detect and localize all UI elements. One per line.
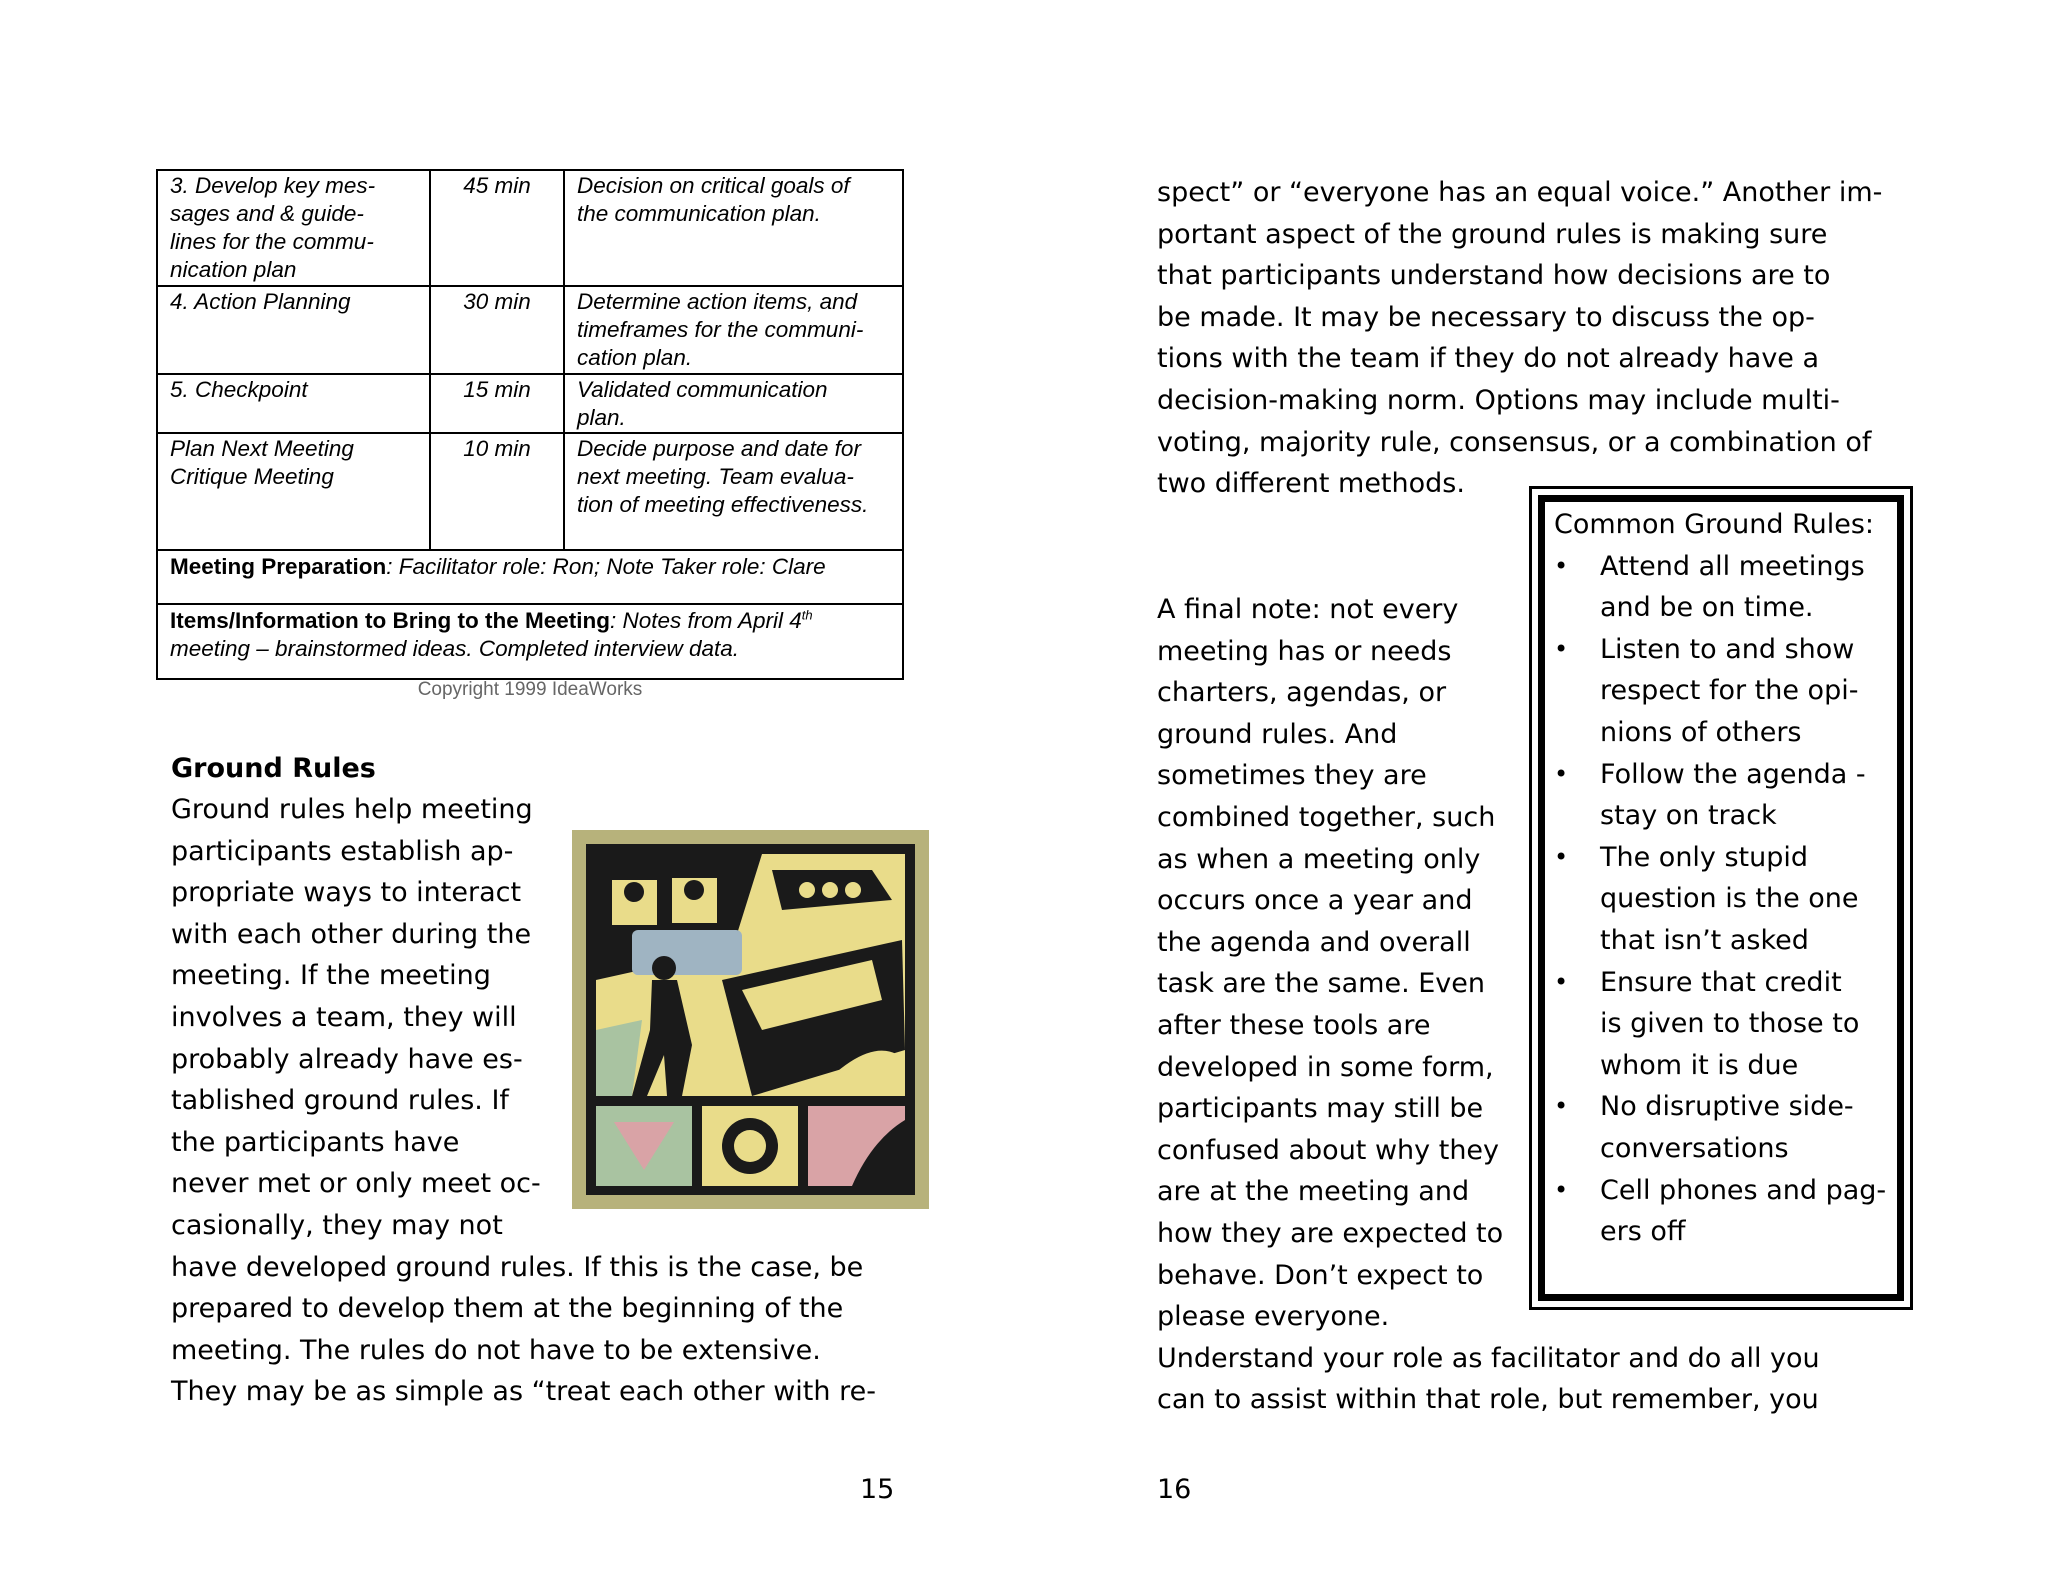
paragraph-line: behave. Don’t expect to [1157, 1259, 1484, 1291]
rule-line: Ensure that credit [1600, 966, 1842, 998]
illustration-light [845, 882, 861, 898]
page-number-right: 16 [1157, 1474, 1192, 1505]
common-ground-rules-box [1529, 486, 1913, 1310]
paragraph-line: the agenda and overall [1157, 926, 1471, 958]
paragraph-line: please everyone. [1157, 1301, 1390, 1333]
agenda-outcome: Decision on critical goals of the communication plan. [564, 170, 903, 286]
meeting-preparation-text: : Facilitator role: Ron; Note Taker role: Clare [386, 554, 826, 579]
rule-line: whom it is due [1600, 1049, 1799, 1081]
bullet-icon: • [1554, 842, 1569, 871]
agenda-row [157, 170, 903, 286]
agenda-topic: 3. Develop key mes- sages and & guide- lines for the commu- nication plan [157, 170, 430, 286]
rule-line: ers off [1600, 1216, 1686, 1248]
rule-item [1532, 629, 1886, 754]
paragraph-line: two different methods. [1157, 468, 1465, 500]
paragraph-line: spect” or “everyone has an equal voice.” Another im- [1157, 177, 1883, 208]
rule-line: Listen to and show [1600, 633, 1855, 665]
agenda-row [157, 374, 903, 433]
paragraph-line: participants establish ap- [171, 835, 514, 867]
paragraph-line: occurs once a year and [1157, 885, 1473, 917]
paragraph-line: decision-making norm. Options may include multi- [1157, 384, 1840, 416]
rule-line: Follow the agenda - [1600, 758, 1866, 790]
rule-line: is given to those to [1600, 1008, 1860, 1040]
bullet-icon: • [1554, 634, 1569, 663]
meeting-preparation-label: Meeting Preparation [170, 554, 387, 579]
paragraph-line: charters, agendas, or [1157, 677, 1447, 709]
page-number-left: 15 [860, 1474, 895, 1505]
paragraph-line: how they are expected to [1157, 1217, 1504, 1249]
rule-item [1532, 1170, 1886, 1253]
items-to-bring-row [157, 604, 903, 679]
agenda-topic: Plan Next Meeting Critique Meeting [157, 433, 430, 550]
rule-line: The only stupid [1600, 841, 1809, 873]
items-to-bring-superscript: th [801, 607, 813, 623]
paragraph-line: the participants have [171, 1126, 460, 1158]
paragraph-line: prepared to develop them at the beginning of the [171, 1293, 844, 1325]
rule-item [1532, 754, 1886, 837]
paragraph-line: have developed ground rules. If this is the case, be [171, 1251, 864, 1283]
rule-line: nions of others [1600, 716, 1802, 748]
paragraph-line: propriate ways to interact [171, 877, 522, 909]
paragraph-line: are at the meeting and [1157, 1176, 1470, 1208]
agenda-time: 30 min [430, 286, 564, 374]
bullet-icon: • [1554, 967, 1569, 996]
paragraph-line: probably already have es- [171, 1043, 523, 1075]
agenda-time: 10 min [430, 433, 564, 550]
agenda-outcome: Decide purpose and date for next meeting. Team evalua- tion of meeting effectiveness. [564, 433, 903, 550]
bullet-icon: • [1554, 1175, 1569, 1204]
illustration-steering-hub [734, 1130, 766, 1162]
paragraph-line: participants may still be [1157, 1093, 1484, 1125]
rule-item [1532, 1086, 1886, 1169]
rule-line: respect for the opi- [1600, 675, 1859, 707]
items-to-bring-text: : Notes from April 4 [610, 608, 802, 633]
rule-item [1532, 546, 1886, 629]
paragraph-line: with each other during the [171, 918, 532, 950]
paragraph-line: meeting has or needs [1157, 635, 1452, 667]
paragraph-line: never met or only meet oc- [171, 1168, 541, 1200]
ground-rules-heading: Ground Rules [171, 753, 376, 784]
paragraph-line: that participants understand how decisions are to [1157, 260, 1831, 292]
paragraph-line: meeting. If the meeting [171, 960, 491, 992]
agenda-time: 45 min [430, 170, 564, 286]
paragraph-line: combined together, such [1157, 801, 1496, 833]
paragraph-line: task are the same. Even [1157, 968, 1486, 1000]
bullet-icon: • [1554, 759, 1569, 788]
items-to-bring-text-2: meeting – brainstormed ideas. Completed interview data. [170, 636, 740, 661]
rule-line: stay on track [1600, 800, 1777, 832]
agenda-table [156, 169, 904, 680]
paragraph-line: can to assist within that role, but remember, you [1157, 1384, 1819, 1416]
paragraph-line: tions with the team if they do not already have a [1157, 343, 1820, 375]
illustration-passenger [624, 882, 644, 902]
rule-line: and be on time. [1600, 592, 1814, 624]
agenda-row [157, 433, 903, 550]
paragraph-line: voting, majority rule, consensus, or a combination of [1157, 426, 1872, 458]
paragraph-line: developed in some form, [1157, 1051, 1494, 1083]
illustration-pedestrian-head [652, 956, 676, 980]
illustration-bus-grille [632, 930, 742, 975]
common-ground-rules-list [1532, 546, 1886, 1253]
traffic-illustration [572, 830, 929, 1209]
paragraph-line: sometimes they are [1157, 760, 1427, 792]
paragraph-line: portant aspect of the ground rules is making sure [1157, 218, 1828, 250]
rule-item [1532, 837, 1886, 962]
copyright-notice: Copyright 1999 IdeaWorks [417, 679, 643, 700]
paragraph-line: tablished ground rules. If [171, 1085, 509, 1117]
paragraph-line: ground rules. And [1157, 718, 1398, 750]
agenda-topic: 4. Action Planning [157, 286, 430, 374]
illustration-light [822, 882, 838, 898]
paragraph-line: A final note: not every [1157, 594, 1459, 625]
paragraph-line: Ground rules help meeting [171, 794, 533, 825]
common-ground-rules-title: Common Ground Rules: [1554, 509, 1875, 540]
bullet-icon: • [1554, 551, 1569, 580]
meeting-preparation-row [157, 550, 903, 604]
rule-line: Attend all meetings [1600, 550, 1865, 582]
paragraph-line: involves a team, they will [171, 1001, 517, 1033]
rule-line: Cell phones and pag- [1600, 1174, 1887, 1206]
paragraph-line: meeting. The rules do not have to be extensive. [171, 1334, 821, 1366]
paragraph-line: be made. It may be necessary to discuss the op- [1157, 301, 1815, 333]
illustration-passenger [684, 880, 704, 900]
bullet-icon: • [1554, 1092, 1569, 1121]
rule-line: No disruptive side- [1600, 1091, 1854, 1123]
rule-item [1532, 962, 1886, 1087]
agenda-row [157, 286, 903, 374]
rule-line: question is the one [1600, 883, 1859, 915]
agenda-outcome: Determine action items, and timeframes for the communi- cation plan. [564, 286, 903, 374]
paragraph-line: casionally, they may not [171, 1209, 503, 1241]
rule-line: conversations [1600, 1132, 1789, 1164]
paragraph-line: after these tools are [1157, 1009, 1431, 1041]
paragraph-line: Understand your role as facilitator and do all you [1157, 1342, 1820, 1374]
paragraph-line: as when a meeting only [1157, 843, 1481, 875]
illustration-light [799, 882, 815, 898]
decision-paragraph [1157, 172, 1882, 505]
agenda-topic: 5. Checkpoint [157, 374, 430, 433]
paragraph-line: They may be as simple as “treat each other with re- [171, 1376, 876, 1408]
agenda-time: 15 min [430, 374, 564, 433]
items-to-bring-label: Items/Information to Bring to the Meeting [170, 608, 610, 633]
paragraph-line: confused about why they [1157, 1134, 1500, 1166]
agenda-outcome: Validated communication plan. [564, 374, 903, 433]
rule-line: that isn’t asked [1600, 924, 1809, 956]
